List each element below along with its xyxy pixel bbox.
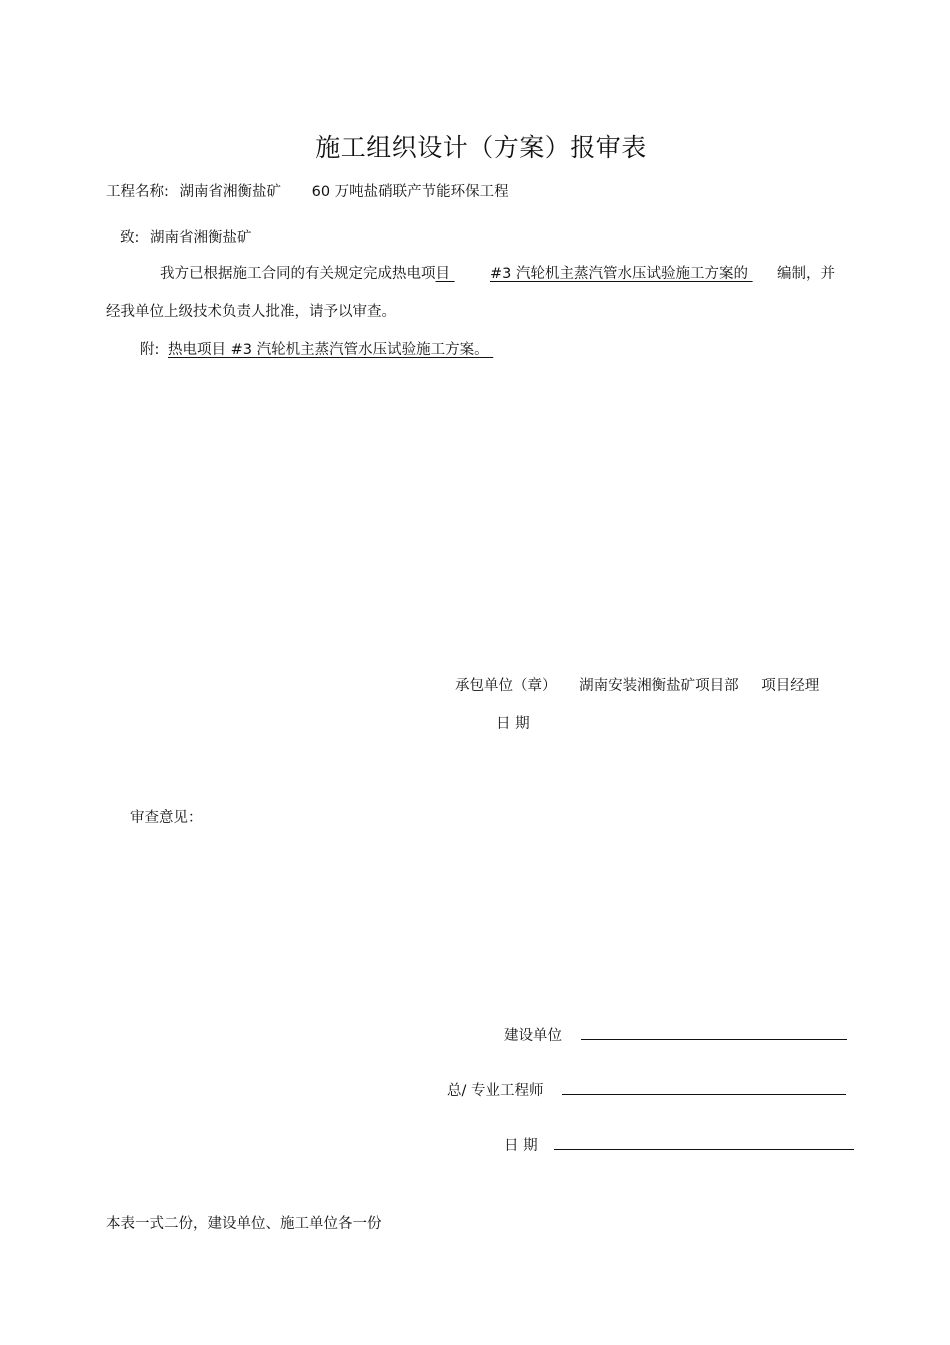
body-underlined-b: #3 汽轮机主蒸汽管水压试验施工方案的 [490,266,748,282]
attachment-row [140,338,515,359]
review-date-row [504,1134,854,1155]
project-manager-label: 项目经理 [761,678,820,694]
attachment-underline-tail [489,342,515,358]
review-label: 审查意见： [130,810,203,826]
page-title: 施工组织设计（方案）报审表 [315,133,647,162]
project-name-row [106,180,509,201]
body-underlined-a: 目 [435,266,450,282]
recipient-name: 湖南省湘衡盐矿 [150,230,252,246]
body-underline-tail [748,266,774,282]
engineer-label: 总/ 专业工程师 [447,1083,544,1099]
review-date-line[interactable] [554,1135,854,1150]
contractor-date-label: 日 期 [496,716,530,732]
recipient-label: 致: [120,230,140,246]
client-label: 建设单位 [504,1028,562,1044]
body-line-1 [160,262,835,283]
contractor-name: 湖南安装湘衡盐矿项目部 [579,678,739,694]
body-after: 编制，并 [776,266,835,282]
attachment-content: 热电项目 #3 汽轮机主蒸汽管水压试验施工方案。 [168,342,489,358]
engineer-signature-line[interactable] [562,1080,846,1095]
review-date-label: 日 期 [504,1138,538,1154]
project-owner: 湖南省湘衡盐矿 [179,184,281,200]
client-signature-line[interactable] [581,1025,847,1040]
project-label: 工程名称: [106,184,169,200]
body-underline-gap [450,266,490,282]
engineer-signature-row [447,1079,846,1100]
contractor-row [455,674,819,695]
recipient-row [120,226,252,247]
project-name: 60 万吨盐硝联产节能环保工程 [311,184,509,200]
body-line-2: 经我单位上级技术负责人批准，请予以审查。 [106,304,396,320]
footer-note: 本表一式二份，建设单位、施工单位各一份 [106,1216,382,1232]
contractor-label: 承包单位（章） [455,678,557,694]
body-lead: 我方已根据施工合同的有关规定完成热电项 [160,266,436,282]
attachment-label: 附: [140,342,160,358]
client-signature-row [504,1024,847,1045]
